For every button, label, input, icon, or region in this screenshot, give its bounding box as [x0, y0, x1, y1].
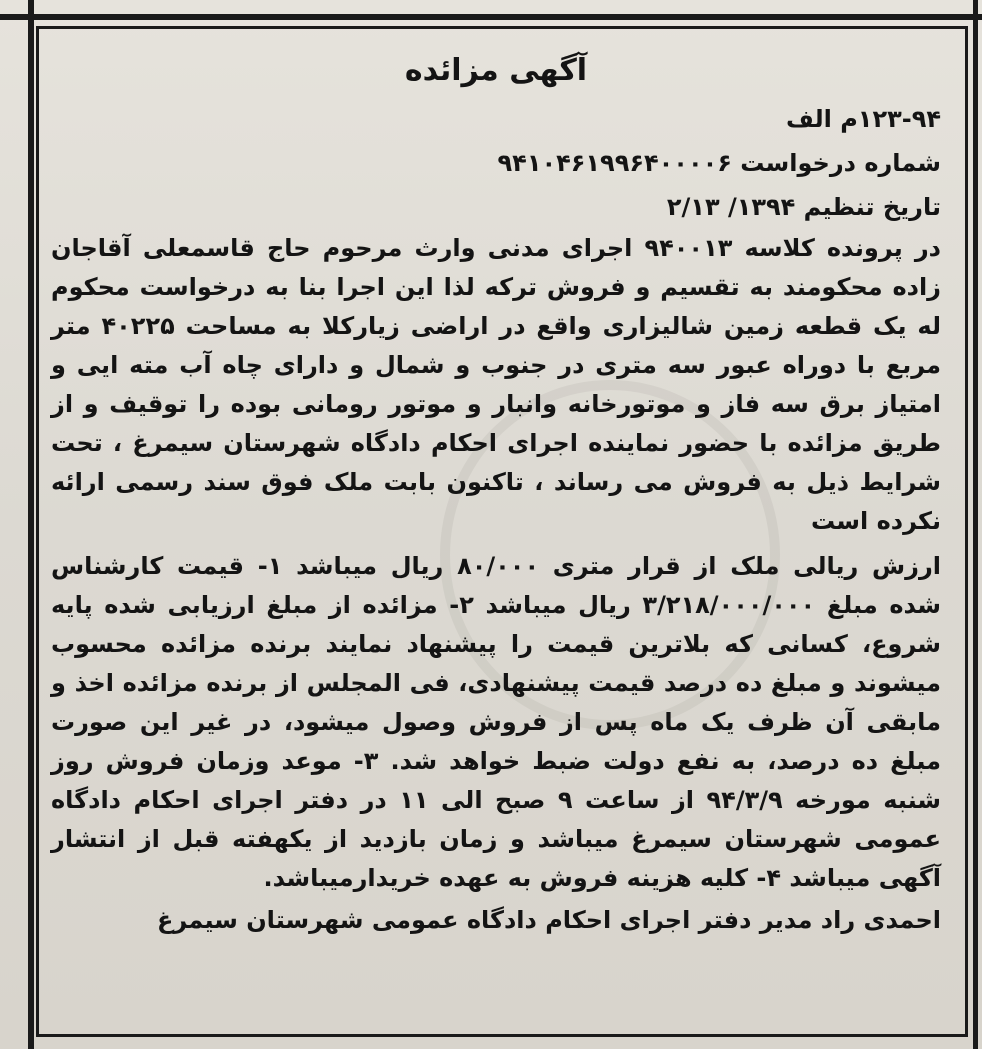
notice-signature: احمدی راد مدیر دفتر اجرای احکام دادگاه عمومی شهرستان سیمرغ: [157, 906, 941, 934]
issue-date: تاریخ تنظیم ۱۳۹۴/ ۲/۱۳: [666, 193, 941, 221]
notice-reference: ۱۲۳-۹۴م الف: [786, 105, 941, 133]
request-number: شماره درخواست ۹۴۱۰۴۶۱۹۹۶۴۰۰۰۰۶: [497, 149, 941, 177]
left-column-rule: [28, 0, 34, 1049]
notice-paragraph-terms: ارزش ریالی ملک از قرار متری ۸۰/۰۰۰ ریال میباشد ۱- قیمت کارشناس شده مبلغ ۳/۲۱۸/۰۰۰/۰۰۰ ریال میباشد ۲- مزائده از مبلغ ارزیابی شده پایه شروع، کسانی که بلاترین قیمت را پیشنهاد نمایند برنده مزائده محسوب میشوند و مبلغ ده درصد قیمت پیشنهادی، فی المجلس از برنده مزائده اخذ و مابقی آن ظرف یک ماه پس از فروش وصول میشود، در غیر این صورت مبلغ ده درصد، به نفع دولت ضبط خواهد شد. ۳- موعد وزمان فروش روز شنبه مورخه ۹۴/۳/۹ از ساعت ۹ صبح الی ۱۱ در دفتر اجرای احکام دادگاه عمومی شهرستان سیمرغ میباشد و زمان بازدید از یکهفته قبل از انتشار آگهی میباشد ۴- کلیه هزینه فروش به عهده خریدارمیباشد.: [51, 552, 942, 892]
top-border-rule: [0, 14, 982, 20]
right-column-rule: [973, 0, 978, 1049]
auction-notice-box: [36, 26, 968, 1037]
notice-paragraph-case: در پرونده کلاسه ۹۴۰۰۱۳ اجرای مدنی وارث مرحوم حاج قاسمعلی آقاجان زاده محکومند به تقسیم و فروش ترکه لذا این اجرا بنا به درخواست محکوم له یک قطعه زمین شالیزاری واقع در اراضی زیارکلا به مساحت ۴۰۲۲۵ متر مربع با دوراه عبور سه متری در جنوب و شمال و دارای چاه آب مته ایی و امتیاز برق سه فاز و موتورخانه وانبار و موتور رومانی بوده را توقیف و از طریق مزائده با حضور نماینده اجرای احکام دادگاه شهرستان سیمرغ ، تحت شرایط ذیل به فروش می رساند ، تاکنون بابت ملک فوق سند رسمی ارائه نکرده است: [51, 234, 942, 535]
notice-title: آگهی مزائده: [404, 53, 588, 88]
